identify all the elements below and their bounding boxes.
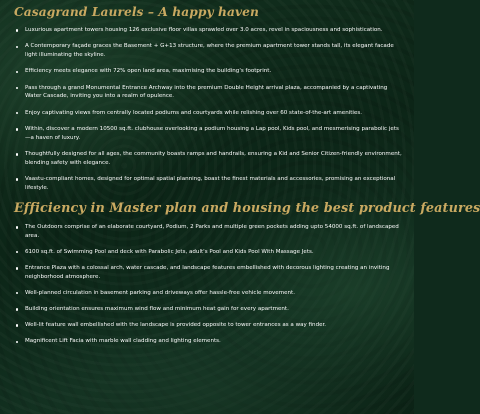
list-item: 6100 sq.ft. of Swimming Pool and deck with Parabolic Jets, adult's Pool and Kids Pool With Massage Jets. — [14, 248, 404, 257]
list-item: Vaastu-compliant homes, designed for optimal spatial planning, boast the finest materials and accessories, promising an exceptional lifestyle. — [14, 175, 404, 192]
happy-haven-list — [14, 26, 404, 192]
list-item: Luxurious apartment towers housing 126 exclusive floor villas sprawled over 3.0 acres, revel in spaciousness and sophistication. — [14, 26, 404, 35]
list-item: Within, discover a modern 10500 sq.ft. clubhouse overlooking a podium housing a Lap pool, Kids pool, and mesmerising parabolic jets—a haven of luxury. — [14, 125, 404, 142]
section-title-master-plan: Efficiency in Master plan and housing the best product features — [14, 201, 480, 217]
list-item: Magnificent Lift Facia with marble wall cladding and lighting elements. — [14, 337, 404, 346]
section-title-happy-haven: Casagrand Laurels – A happy haven — [14, 5, 259, 19]
content — [14, 4, 480, 354]
list-item: A Contemporary façade graces the Basement + G+13 structure, where the premium apartment tower stands tall, its elegant facade light illuminating the skyline. — [14, 42, 404, 59]
list-item: Enjoy captivating views from centrally located podiums and courtyards while relishing over 60 state-of-the-art amenities. — [14, 109, 404, 118]
list-item: Entrance Plaza with a colossal arch, water cascade, and landscape features embellished with decorous lighting creating an inviting neighborhood atmosphere. — [14, 264, 404, 281]
list-item: Pass through a grand Monumental Entrance Archway into the premium Double Height arrival plaza, accompanied by a captivating Water Cascade, inviting you into a realm of opulence. — [14, 84, 404, 101]
list-item: Building orientation ensures maximum wind flow and minimum heat gain for every apartment. — [14, 305, 404, 314]
list-item: Efficiency meets elegance with 72% open land area, maximising the building's footprint. — [14, 67, 404, 76]
list-item: Thoughtfully designed for all ages, the community boasts ramps and handrails, ensuring a Kid and Senior Citizen-friendly environment, blending safety with elegance. — [14, 150, 404, 167]
list-item: Well-planned circulation in basement parking and driveways offer hassle-free vehicle movement. — [14, 289, 404, 298]
list-item: The Outdoors comprise of an elaborate courtyard, Podium, 2 Parks and multiple green pockets adding upto 54000 sq.ft. of landscaped area. — [14, 223, 404, 240]
list-item: Well-lit feature wall embellished with the landscape is provided opposite to tower entrances as a way finder. — [14, 321, 404, 330]
master-plan-list — [14, 223, 404, 346]
